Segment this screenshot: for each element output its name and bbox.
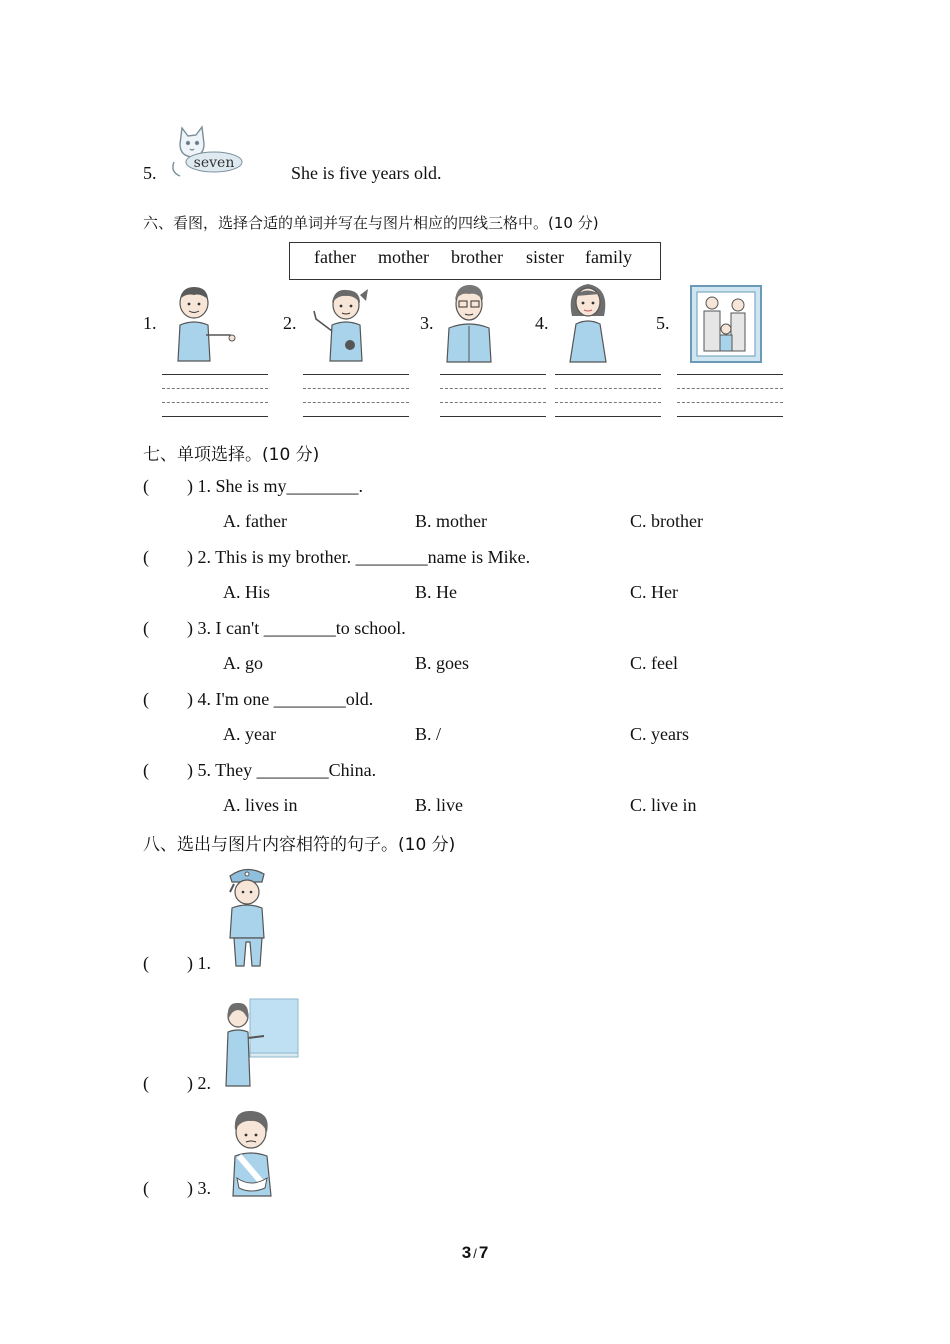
- s7-q4-option-c: C. years: [630, 724, 689, 744]
- s7-q2-option-c: C. Her: [630, 582, 678, 602]
- s7-question-2: ) 2. This is my brother. ________name is Mike.: [187, 547, 531, 567]
- s8-item-1: ) 1.: [187, 953, 211, 973]
- s7-q3-option-c: C. feel: [630, 653, 678, 673]
- s7-question-1: ) 1. She is my________.: [187, 476, 364, 496]
- injured-child-image: [225, 1108, 279, 1198]
- word-father: father: [314, 247, 356, 267]
- answer-blank-5[interactable]: (: [143, 760, 149, 780]
- writing-grid-4[interactable]: [555, 374, 661, 416]
- girl-figure-image: [310, 285, 374, 363]
- q5-sentence: She is five years old.: [291, 163, 442, 183]
- s8-answer-blank-2[interactable]: (: [143, 1073, 149, 1093]
- s7-q5-option-c: C. live in: [630, 795, 697, 815]
- s7-q3-option-b: B. goes: [415, 653, 469, 673]
- section8-heading: 八、选出与图片内容相符的句子。(10 分): [143, 835, 456, 855]
- page-current: 3: [461, 1243, 472, 1262]
- family-photo-image: [690, 285, 762, 363]
- s8-answer-blank-3[interactable]: (: [143, 1178, 149, 1198]
- s7-q2-option-b: B. He: [415, 582, 457, 602]
- woman-figure-image: [562, 280, 614, 364]
- s6-item-3: 3.: [420, 313, 434, 333]
- s7-q4-option-a: A. year: [223, 724, 276, 744]
- s8-item-3: ) 3.: [187, 1178, 211, 1198]
- word-mother: mother: [378, 247, 429, 267]
- section7-heading: 七、单项选择。(10 分): [143, 445, 320, 465]
- answer-blank-4[interactable]: (: [143, 689, 149, 709]
- s7-q1-option-a: A. father: [223, 511, 287, 531]
- page-total: 7: [478, 1243, 489, 1262]
- s6-item-4: 4.: [535, 313, 549, 333]
- writing-grid-1[interactable]: [162, 374, 268, 416]
- writing-grid-3[interactable]: [440, 374, 546, 416]
- answer-blank-3[interactable]: (: [143, 618, 149, 638]
- answer-blank-2[interactable]: (: [143, 547, 149, 567]
- writing-grid-5[interactable]: [677, 374, 783, 416]
- q5-number: 5.: [143, 163, 157, 183]
- cat-seven-image: [166, 122, 246, 180]
- police-officer-image: [220, 862, 272, 970]
- s8-answer-blank-1[interactable]: (: [143, 953, 149, 973]
- word-sister: sister: [526, 247, 564, 267]
- s6-item-2: 2.: [283, 313, 297, 333]
- word-brother: brother: [451, 247, 503, 267]
- s6-item-5: 5.: [656, 313, 670, 333]
- s7-q5-option-a: A. lives in: [223, 795, 298, 815]
- word-bank-box: [289, 242, 661, 280]
- s7-question-4: ) 4. I'm one ________old.: [187, 689, 374, 709]
- answer-blank-1[interactable]: (: [143, 476, 149, 496]
- seven-label: seven: [193, 155, 235, 171]
- word-family: family: [585, 247, 632, 267]
- teacher-board-image: [222, 998, 300, 1088]
- page-indicator: 3 / 7: [461, 1243, 489, 1262]
- man-figure-image: [445, 282, 493, 364]
- section6-heading: 六、看图，选择合适的单词并写在与图片相应的四线三格中。(10 分): [143, 214, 599, 232]
- writing-grid-2[interactable]: [303, 374, 409, 416]
- s7-q2-option-a: A. His: [223, 582, 271, 602]
- s7-q1-option-c: C. brother: [630, 511, 703, 531]
- s7-q5-option-b: B. live: [415, 795, 463, 815]
- s7-q4-option-b: B. /: [415, 724, 442, 744]
- boy-figure-image: [170, 285, 240, 363]
- s7-question-5: ) 5. They ________China.: [187, 760, 377, 780]
- s7-question-3: ) 3. I can't ________to school.: [187, 618, 406, 638]
- s7-q3-option-a: A. go: [223, 653, 263, 673]
- s7-q1-option-b: B. mother: [415, 511, 487, 531]
- s6-item-1: 1.: [143, 313, 157, 333]
- s8-item-2: ) 2.: [187, 1073, 211, 1093]
